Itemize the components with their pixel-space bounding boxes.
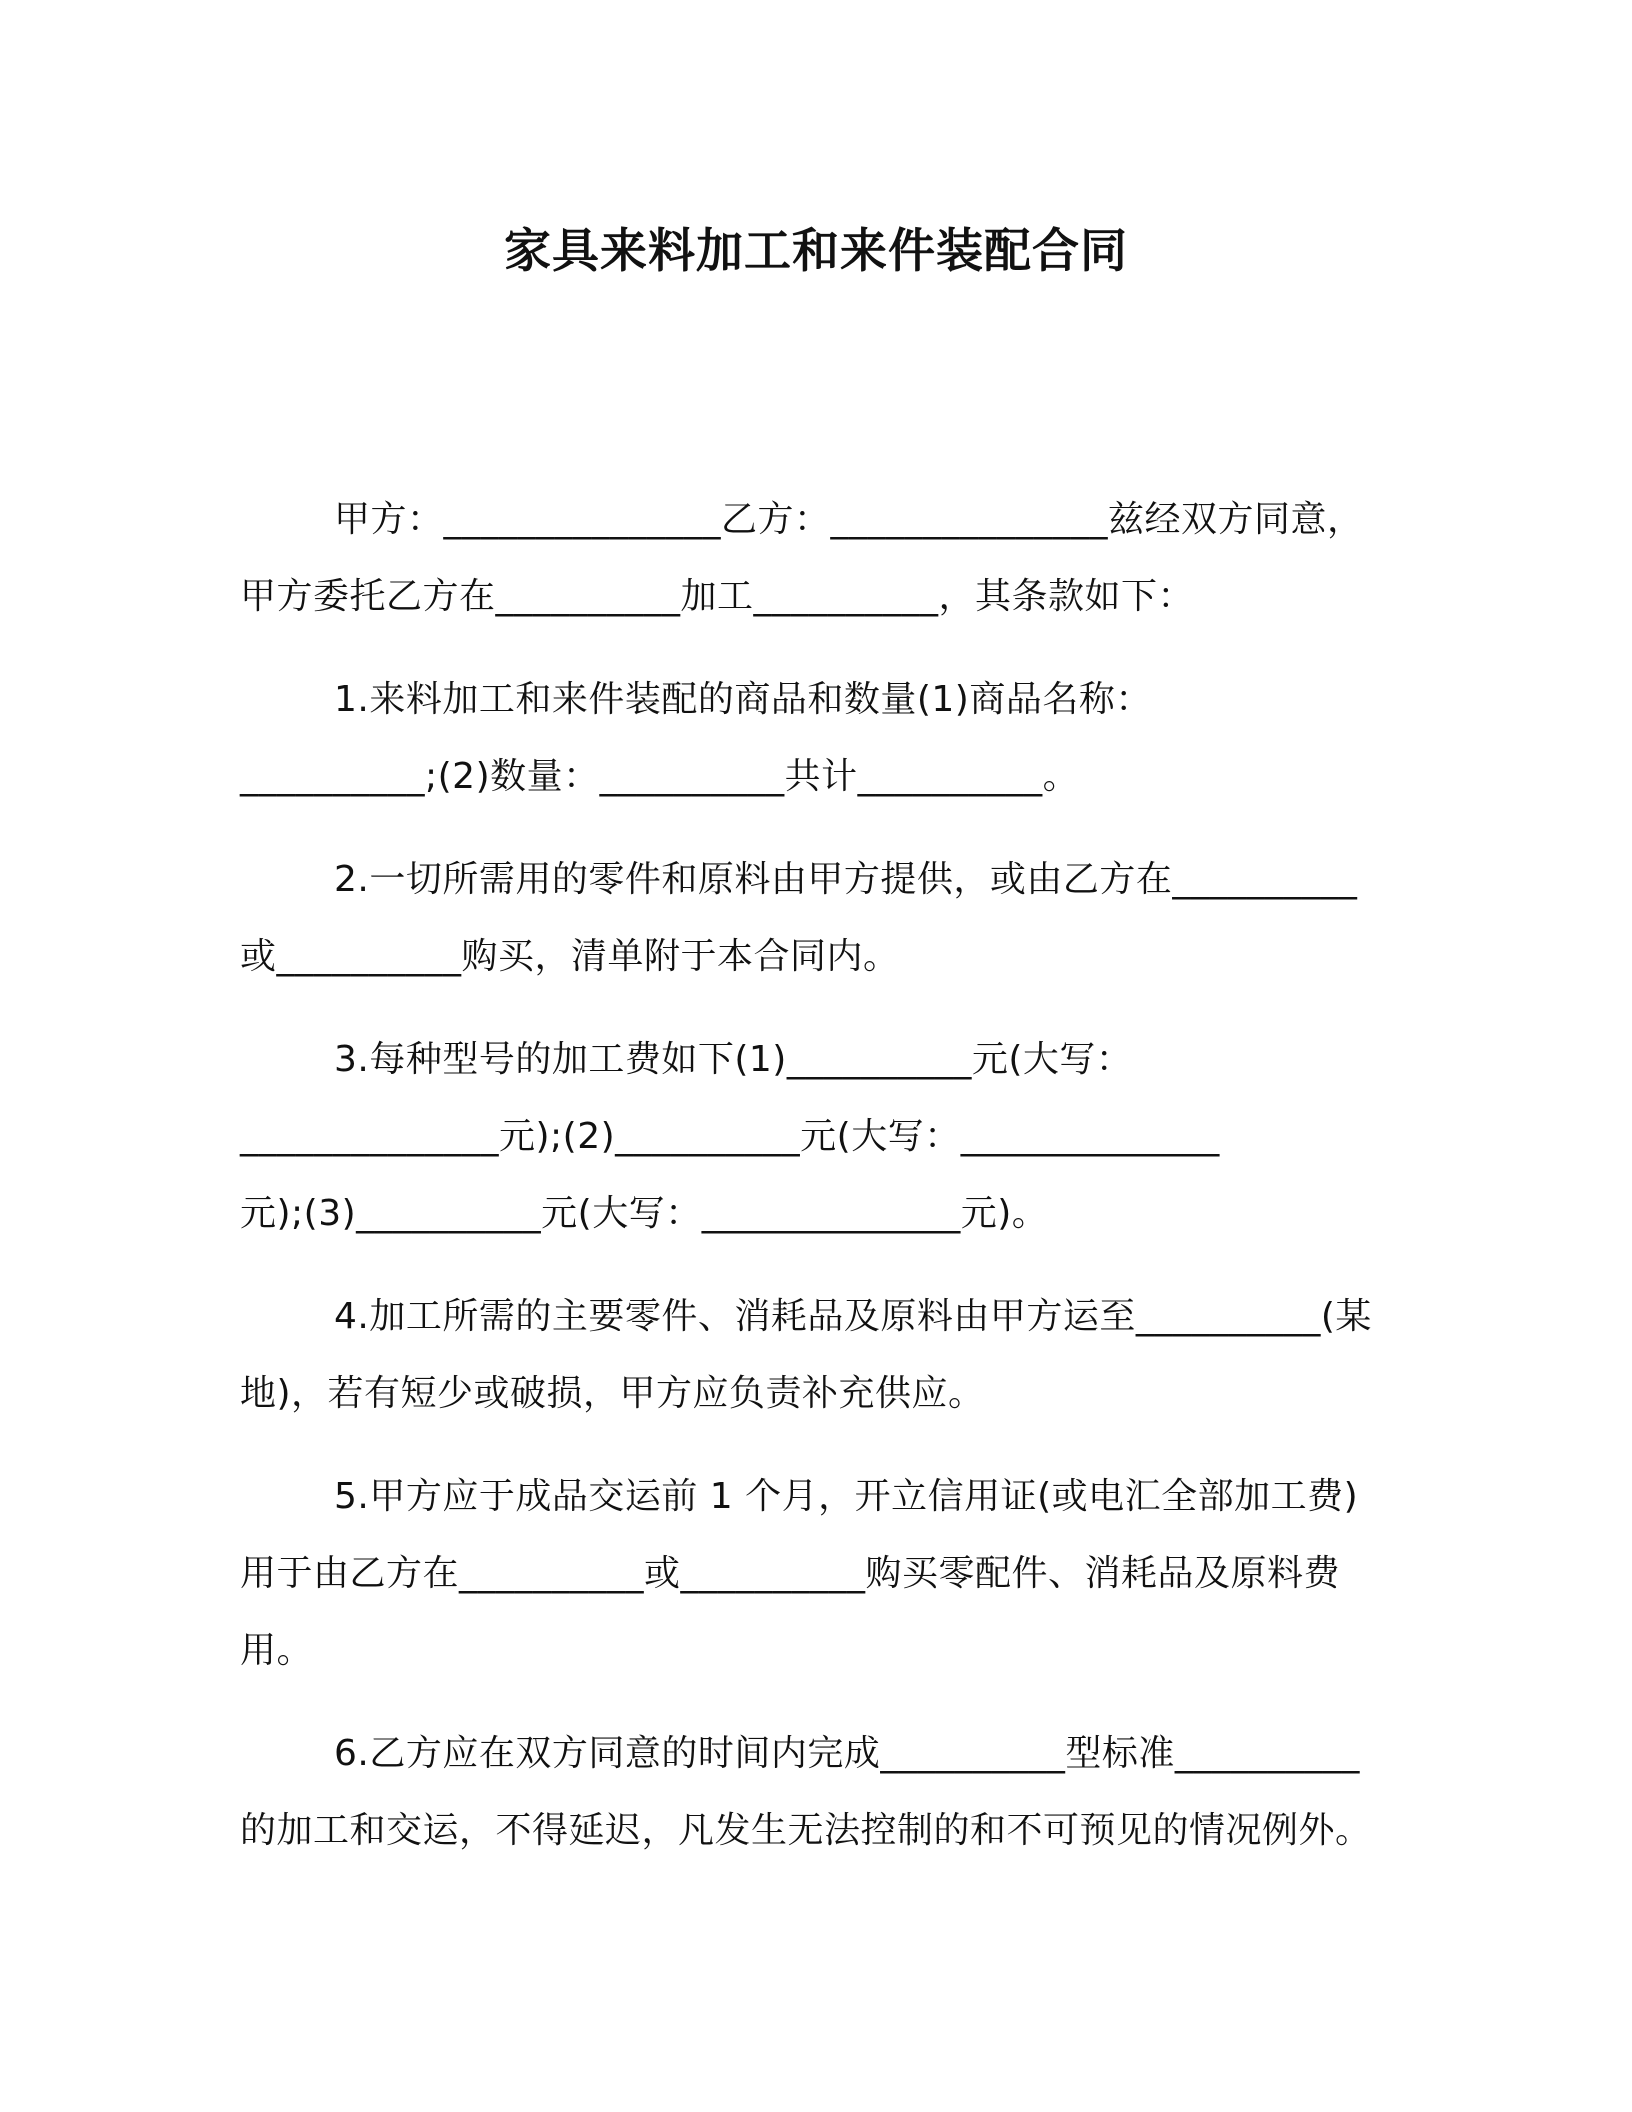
- clause-3-cont-1: ______________元);(2)__________元(大写：______________: [240, 1116, 1220, 1157]
- clause-3: 3.每种型号的加工费如下(1)__________元(大写：: [334, 1039, 1133, 1080]
- party-line-cont: 甲方委托乙方在__________加工__________，其条款如下：: [240, 576, 1195, 617]
- clause-6: 6.乙方应在双方同意的时间内完成__________型标准__________: [334, 1733, 1360, 1774]
- clause-5-cont-2: 用。: [240, 1630, 314, 1671]
- clause-2-cont: 或__________购买，清单附于本合同内。: [240, 936, 900, 977]
- clause-6-cont: 的加工和交运，不得延迟，凡发生无法控制的和不可预见的情况例外。: [240, 1810, 1372, 1851]
- clause-3-cont-2: 元);(3)__________元(大写：______________元)。: [240, 1193, 1049, 1234]
- clause-2: 2.一切所需用的零件和原料由甲方提供，或由乙方在__________: [334, 859, 1358, 900]
- clause-5-cont-1: 用于由乙方在__________或__________购买零配件、消耗品及原料费: [240, 1553, 1341, 1594]
- party-line: 甲方：_______________乙方：_______________兹经双方同意，: [334, 499, 1364, 540]
- document-title: 家具来料加工和来件装配合同: [504, 224, 1128, 279]
- clause-1-cont: __________;(2)数量：__________共计__________。: [240, 756, 1080, 797]
- clause-4: 4.加工所需的主要零件、消耗品及原料由甲方运至__________(某: [334, 1296, 1372, 1337]
- clause-5: 5.甲方应于成品交运前 1 个月，开立信用证(或电汇全部加工费): [334, 1476, 1359, 1517]
- clause-1: 1.来料加工和来件装配的商品和数量(1)商品名称：: [334, 679, 1152, 720]
- clause-4-cont: 地)，若有短少或破损，甲方应负责补充供应。: [240, 1373, 985, 1414]
